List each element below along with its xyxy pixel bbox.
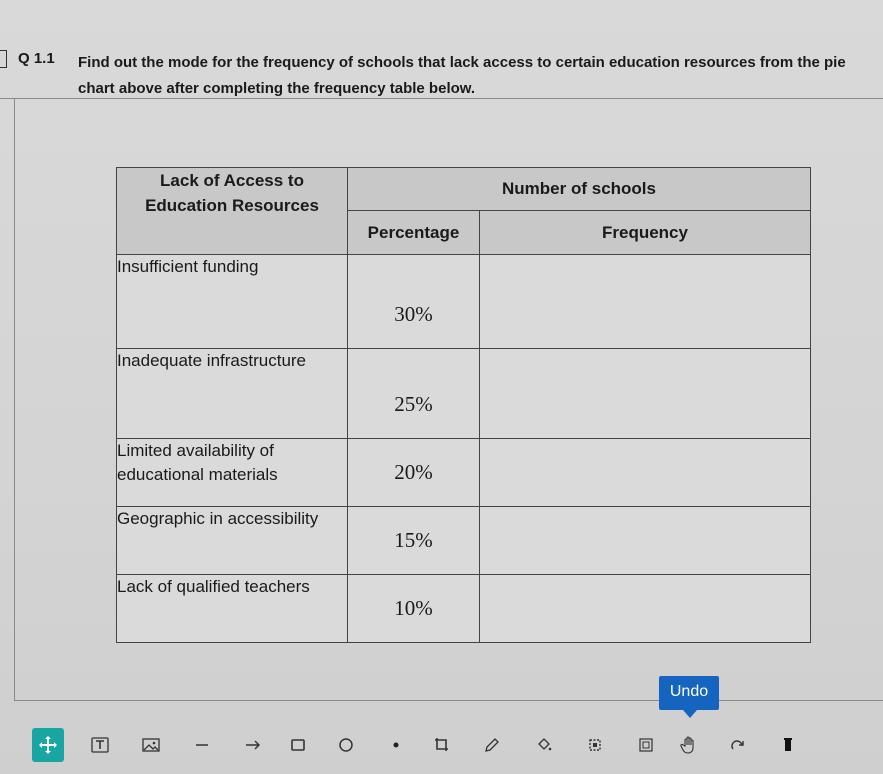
hand-icon[interactable] bbox=[673, 728, 705, 762]
arrow-icon[interactable] bbox=[237, 728, 269, 762]
table-row bbox=[117, 575, 811, 643]
frequency-input-cell[interactable] bbox=[480, 349, 811, 439]
circle-icon[interactable] bbox=[330, 728, 362, 762]
percentage-cell: 20% bbox=[348, 439, 480, 507]
line-icon[interactable] bbox=[186, 728, 218, 762]
copy-icon[interactable] bbox=[630, 728, 662, 762]
canvas-left-border bbox=[14, 98, 15, 700]
category-cell: Lack of qualified teachers bbox=[117, 575, 348, 643]
question-text: Find out the mode for the frequency of schools that lack access to certain education resources from the pie chart above after completing the frequency table below. bbox=[78, 54, 846, 97]
category-cell: Geographic in accessibility bbox=[117, 507, 348, 575]
header-percentage: Percentage bbox=[348, 211, 480, 255]
category-cell: Limited availability of educational materials bbox=[117, 439, 348, 507]
frequency-input-cell[interactable] bbox=[480, 439, 811, 507]
frequency-table bbox=[116, 167, 811, 643]
undo-button[interactable]: Undo bbox=[659, 676, 719, 710]
rectangle-icon[interactable] bbox=[282, 728, 314, 762]
percentage-cell: 25% bbox=[348, 349, 480, 439]
divider-bottom bbox=[14, 700, 883, 701]
category-cell: Inadequate infrastructure bbox=[117, 349, 348, 439]
question-checkbox[interactable] bbox=[0, 50, 7, 68]
divider-top bbox=[0, 98, 883, 99]
table-row bbox=[117, 439, 811, 507]
frequency-input-cell[interactable] bbox=[480, 507, 811, 575]
percentage-cell: 15% bbox=[348, 507, 480, 575]
crop-icon[interactable] bbox=[426, 728, 458, 762]
table-row bbox=[117, 255, 811, 349]
image-icon[interactable] bbox=[135, 728, 167, 762]
drawing-toolbar bbox=[28, 728, 818, 762]
redo-icon[interactable] bbox=[722, 728, 754, 762]
header-frequency: Frequency bbox=[480, 211, 811, 255]
category-cell: Insufficient funding bbox=[117, 255, 348, 349]
eraser-icon[interactable] bbox=[579, 728, 611, 762]
question-number: Q 1.1 bbox=[18, 50, 55, 67]
table-row bbox=[117, 507, 811, 575]
text-icon[interactable] bbox=[84, 728, 116, 762]
table-row bbox=[117, 349, 811, 439]
header-number-of-schools: Number of schools bbox=[348, 168, 811, 211]
frequency-input-cell[interactable] bbox=[480, 255, 811, 349]
fill-icon[interactable] bbox=[528, 728, 560, 762]
percentage-cell: 10% bbox=[348, 575, 480, 643]
dot-icon[interactable] bbox=[380, 728, 412, 762]
pencil-icon[interactable] bbox=[476, 728, 508, 762]
percentage-cell: 30% bbox=[348, 255, 480, 349]
frequency-input-cell[interactable] bbox=[480, 575, 811, 643]
delete-icon[interactable] bbox=[772, 728, 804, 762]
header-category: Lack of Access to Education Resources bbox=[117, 168, 348, 255]
move-icon[interactable] bbox=[32, 728, 64, 762]
